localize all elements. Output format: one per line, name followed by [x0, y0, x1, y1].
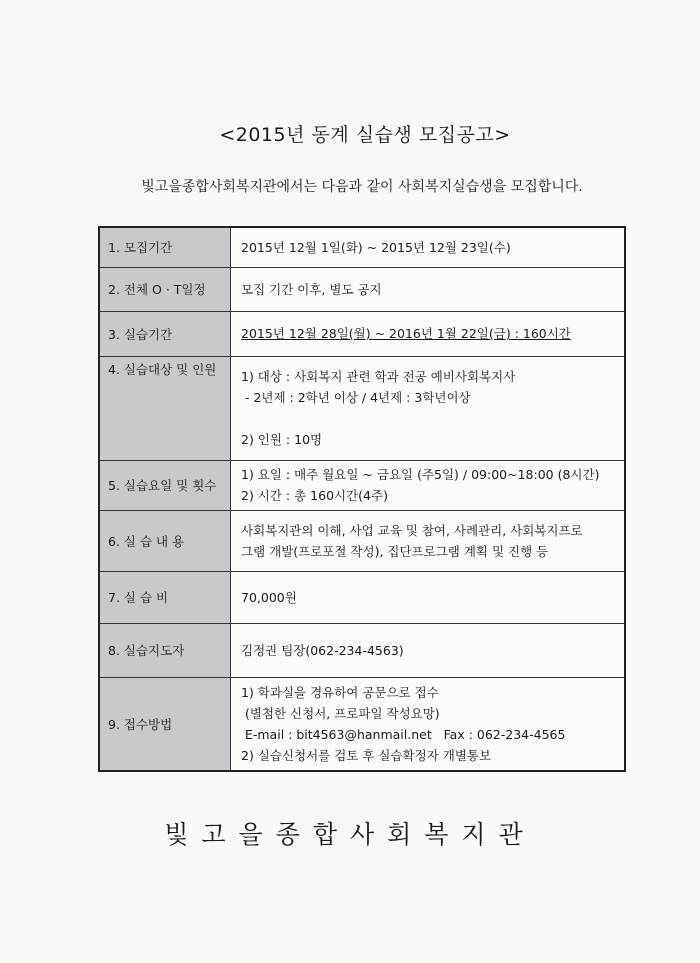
row-value [231, 571, 626, 623]
row-label: 2. 전체 O · T일정 [99, 267, 231, 311]
row-label: 7. 실 습 비 [99, 571, 231, 623]
row-line: 모집 기간 이후, 별도 공지 [241, 281, 382, 297]
table-row [99, 227, 625, 267]
table-row [99, 267, 625, 311]
notice-intro: 빛고을종합사회복지관에서는 다음과 같이 사회복지실습생을 모집합니다. [141, 179, 583, 195]
row-line: 2) 시간 : 총 160시간(4주) [241, 488, 388, 503]
table-row [99, 571, 625, 623]
row-label: 8. 실습지도자 [99, 623, 231, 677]
row-line: 2015년 12월 28일(월) ~ 2016년 1월 22일(금) : 160시간 [241, 326, 571, 341]
row-line: 1) 학과실을 경유하여 공문으로 접수 [241, 684, 439, 700]
row-line: 1) 대상 : 사회복지 관련 학과 전공 예비사회복지사 [241, 369, 516, 384]
row-label: 5. 실습요일 및 횟수 [99, 460, 231, 510]
row-value [231, 356, 626, 460]
row-line: 사회복지관의 이해, 사업 교육 및 참여, 사례관리, 사회복지프로 [241, 522, 583, 538]
row-line: 김정권 팀장(062-234-4563) [241, 642, 404, 658]
row-value [231, 677, 626, 771]
row-label: 9. 접수방법 [99, 677, 231, 771]
row-line: E-mail : bit4563@hanmail.net Fax : 062-234-4565 [241, 726, 566, 742]
table-row [99, 510, 625, 571]
row-line: 1) 요일 : 매주 월요일 ~ 금요일 (주5일) / 09:00~18:00 (8시간) [241, 467, 600, 482]
row-value [231, 460, 626, 510]
row-line [241, 408, 624, 429]
table-row [99, 460, 625, 510]
table-row [99, 623, 625, 677]
recruitment-table [98, 226, 626, 772]
table-row [99, 356, 625, 460]
table-row [99, 311, 625, 356]
row-value [231, 311, 626, 356]
table-row [99, 677, 625, 771]
row-label: 1. 모집기간 [99, 227, 231, 267]
row-value [231, 510, 626, 571]
row-line: 70,000원 [241, 589, 297, 605]
row-line: - 2년제 : 2학년 이상 / 4년제 : 3학년이상 [241, 390, 471, 405]
row-label: 3. 실습기간 [99, 311, 231, 356]
row-line: 2) 실습신청서를 검토 후 실습확정자 개별통보 [241, 747, 492, 763]
row-value [231, 267, 626, 311]
row-label: 4. 실습대상 및 인원 [99, 356, 231, 460]
row-line: 2015년 12월 1일(화) ~ 2015년 12월 23일(수) [241, 239, 511, 255]
notice-title: <2015년 동계 실습생 모집공고> [219, 124, 511, 146]
row-line: 2) 인원 : 10명 [241, 432, 323, 447]
row-line: 그램 개발(프로포절 작성), 집단프로그램 계획 및 진행 등 [241, 543, 549, 559]
organization-name: 빛고을종합사회복지관 [164, 820, 536, 849]
row-value [231, 227, 626, 267]
row-line: (별첨한 신청서, 프로파일 작성요망) [241, 705, 440, 721]
row-label: 6. 실 습 내 용 [99, 510, 231, 571]
row-value [231, 623, 626, 677]
